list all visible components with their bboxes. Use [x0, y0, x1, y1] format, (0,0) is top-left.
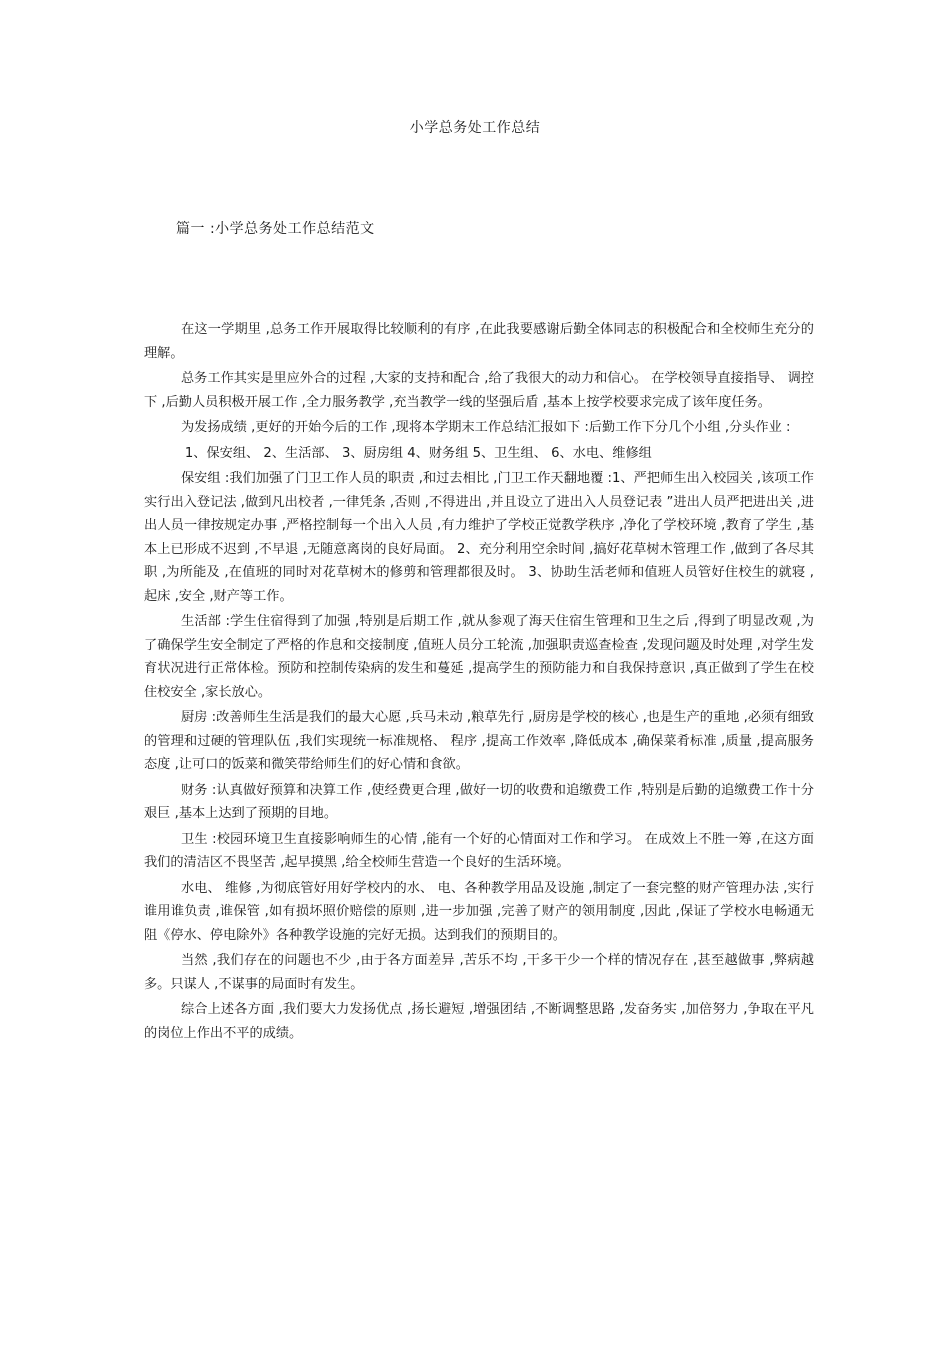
paragraph-problems: 当然 ,我们存在的问题也不少 ,由于各方面差异 ,苦乐不均 ,干多干少一个样的情况存在 ,甚至越做事 ,弊病越多。只谋人 ,不谋事的局面时有发生。 [144, 953, 814, 992]
paragraph-hygiene: 卫生 :校园环境卫生直接影响师生的心情 ,能有一个好的心情面对工作和学习。 在成效上不胜一筹 ,在这方面我们的清洁区不畏坚苦 ,起早摸黑 ,给全校师生营造一个良好的生活环境。 [144, 831, 814, 870]
paragraph-intro: 在这一学期里 ,总务工作开展取得比较顺利的有序 ,在此我要感谢后勤全体同志的积极配合和全校师生充分的理解。 [144, 322, 814, 361]
paragraph-living: 生活部 :学生住宿得到了加强 ,特别是后期工作 ,就从参观了海天住宿生管理和卫生之后 ,得到了明显改观 ,为了确保学生安全制定了严格的作息和交接制度 ,值班人员分工轮流 ,加强职责巡查检查 ,发现问题及时处理 ,对学生发育状况进行正常体检。预防和控制传染病的发生和蔓延 ,提高学生的预防能力和自我保持意识 ,真正做到了学生在校住校安全 ,家长放心。 [144, 614, 814, 700]
paragraph-maintenance: 水电、 维修 ,为彻底管好用好学校内的水、 电、各种教学用品及设施 ,制定了一套完整的财产管理办法 ,实行谁用谁负责 ,谁保管 ,如有损坏照价赔偿的原则 ,进一步加强 ,完善了财产的领用制度 ,因此 ,保证了学校水电畅通无阻《停水、停电除外》各种教学设施的完好无损。达到我们的预期目的。 [144, 880, 815, 943]
document-body [144, 318, 814, 1047]
paragraph-cooperation: 总务工作其实是里应外合的过程 ,大家的支持和配合 ,给了我很大的动力和信心。 在学校领导直接指导、 调控下 ,后勤人员积极开展工作 ,全力服务教学 ,充当教学一线的坚强后盾 ,基本上按学校要求完成了该年度任务。 [144, 371, 814, 410]
paragraph-report-intro: 为发扬成绩 ,更好的开始今后的工作 ,现将本学期末工作总结汇报如下 :后勤工作下分几个小组 ,分头作业 : [180, 420, 791, 435]
paragraph-security: 保安组 :我们加强了门卫工作人员的职责 ,和过去相比 ,门卫工作天翻地覆 :1、严把师生出入校园关 ,该项工作实行出入登记法 ,做到凡出校者 ,一律凭条 ,否则 ,不得进出 ,并且设立了进出入人员登记表 ”进出人员严把进出关 ,进出人员一律按规定办事 ,严格控制每一个出入人员 ,有力维护了学校正觉教学秩序 ,净化了学校环境 ,教育了学生 ,基本上已形成不迟到 ,不早退 ,无随意离岗的良好局面。 2、充分利用空余时间 ,搞好花草树木管理工作 ,做到了各尽其职 ,为所能及 ,在值班的同时对花草树木的修剪和管理都很及时。 3、协助生活老师和值班人员管好住校生的就寝 ,起床 ,安全 ,财产等工作。 [144, 471, 814, 604]
paragraph-kitchen: 厨房 :改善师生生活是我们的最大心愿 ,兵马未动 ,粮草先行 ,厨房是学校的核心 ,也是生产的重地 ,必须有细致的管理和过硬的管理队伍 ,我们实现统一标准规格、 程序 ,提高工作效率 ,降低成本 ,确保菜肴标准 ,质量 ,提高服务态度 ,让可口的饭菜和微笑带给师生们的好心情和食欲。 [144, 710, 814, 772]
paragraph-finance: 财务 :认真做好预算和决算工作 ,使经费更合理 ,做好一切的收费和追缴费工作 ,特别是后勤的追缴费工作十分艰巨 ,基本上达到了预期的目地。 [144, 782, 814, 821]
document-title: 小学总务处工作总结 [409, 120, 541, 136]
document-subtitle: 篇一 :小学总务处工作总结范文 [176, 221, 375, 237]
paragraph-group-list: 1、保安组、 2、生活部、 3、厨房组 4、财务组 5、卫生组、 6、水电、维修组 [184, 445, 652, 461]
paragraph-conclusion: 综合上述各方面 ,我们要大力发扬优点 ,扬长避短 ,增强团结 ,不断调整思路 ,发奋务实 ,加倍努力 ,争取在平凡的岗位上作出不平的成绩。 [144, 1002, 814, 1041]
